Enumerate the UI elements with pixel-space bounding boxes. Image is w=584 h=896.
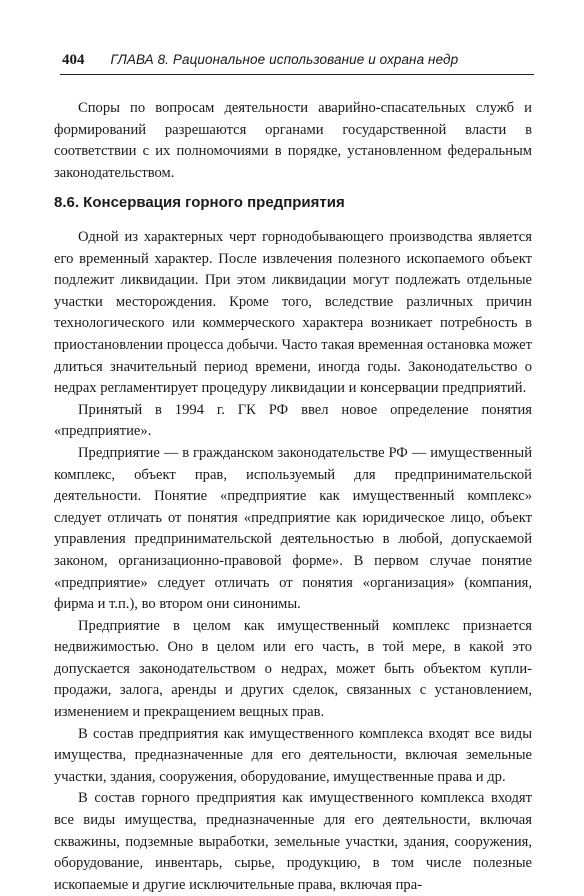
page-number: 404 bbox=[62, 52, 85, 68]
paragraph: Предприятие — в гражданском законодательстве РФ — имущественный комплекс, объект прав, используемый для предпринимательской деятельности. Понятие «предприятие как имущественный комплекс» следует отличать от понятия «предприятие как юридическое лицо, объект управления предпринимательской деятельностью в любой, допускаемой законом, организационно-правовой форме». В первом случае понятие «предприятие» следует отличать от понятия «организация» (компания, фирма и т.п.), во втором они синонимы. bbox=[54, 444, 532, 613]
paragraph: Одной из характерных черт горнодобывающего производства является его временный характер. После извлечения полезного ископаемого объект подлежит ликвидации. При этом ликвидации могут подлежать отдельные участки месторождения. Кроме того, вследствие различных причин технологического или коммерческого характера возникает потребность в приостановлении процесса добычи. Часто такая временная остановка может длиться значительный период времени, иногда годы. Законодательство о недрах регламентирует процедуру ликвидации и консервации предприятий. bbox=[54, 229, 532, 397]
paragraph: Принятый в 1994 г. ГК РФ ввел новое определение понятия «предприятие». bbox=[54, 401, 532, 440]
paragraph: Предприятие в целом как имущественный комплекс признается недвижимостью. Оно в целом или его часть, в той мере, в какой это допускается законодательством о недрах, может быть объектом купли-продажи, залога, аренды и других сделок, связанных с установлением, изменением и прекращением вещных прав. bbox=[54, 617, 532, 721]
section-title: 8.6. Консервация горного предприятия bbox=[54, 194, 345, 211]
section-body bbox=[54, 227, 532, 896]
page-header bbox=[62, 52, 532, 69]
intro-block bbox=[54, 98, 532, 184]
intro-paragraph: Споры по вопросам деятельности аварийно-спасательных служб и формирований разрешаются органами государственной власти в соответствии с их полномочиями в порядке, установленном федеральным законодательством. bbox=[54, 100, 532, 181]
running-title: ГЛАВА 8. Рациональное использование и охрана недр bbox=[110, 52, 459, 67]
header-rule bbox=[60, 74, 534, 75]
paragraph: В состав горного предприятия как имущественного комплекса входят все виды имущества, предназначенные для его деятельности, включая скважины, подземные выработки, земельные участки, здания, сооружения, оборудование, инвентарь, сырье, продукцию, в том числе полезные ископаемые и другие исключительные права, включая пра- bbox=[54, 790, 532, 893]
paragraph: В состав предприятия как имущественного комплекса входят все виды имущества, предназначенные для его деятельности, включая земельные участки, здания, сооружения, оборудование, имущественные права и др. bbox=[54, 725, 532, 785]
